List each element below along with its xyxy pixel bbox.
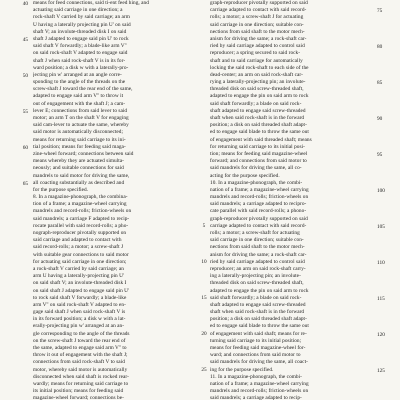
text-line: said motor is automatically disconnected; [33, 129, 124, 136]
left-text-column [33, 0, 198, 400]
text-line: mandrels to said motor for driving the same, [33, 172, 130, 179]
text-line: said mandrels; a carriage F adapted to recip- [33, 215, 130, 222]
line-number: 40 [22, 1, 28, 7]
text-line: carriage adapted to contact with said record- [210, 222, 307, 229]
text-line: motor, whereby said motor is automatically [33, 366, 128, 373]
text-line: shaft V; an involute-threaded disk I on said [33, 28, 127, 35]
text-line: sponding to the angle of the threads on the [33, 79, 126, 86]
text-line: said shaft forwardly; a blade on said rock- [210, 294, 302, 301]
line-number: 25 [201, 367, 207, 373]
line-number: 90 [377, 116, 383, 122]
line-number: 65 [22, 181, 28, 187]
line-number: 75 [377, 8, 383, 14]
text-line: its initial position; means for feeding said [33, 388, 124, 395]
text-line: dead-center; an arm on said rock-shaft car- [210, 71, 303, 78]
text-line: rying a laterally-projecting pin; an involute- [210, 79, 306, 86]
text-line: adapted to engage the pin on said arm to rock [210, 93, 309, 100]
text-line: lever E; connections from said lever to said [33, 107, 128, 114]
line-number: 20 [201, 331, 207, 337]
text-line: said mandrels; a carriage adapted to recip- [210, 395, 302, 400]
text-line: throw it out of engagement with the shaft J; [33, 352, 128, 359]
text-line: said carriage in one direction; suitable con- [210, 237, 304, 244]
line-number: 15 [201, 295, 207, 301]
text-line: said mandrels for driving the same, all co- [210, 165, 302, 172]
text-line: with suitable gear connections to said motor [33, 251, 129, 258]
text-line: on said shaft J adapted to engage said pin U' [33, 287, 130, 294]
text-line: locking the said rock-shaft to each side of the [210, 64, 309, 71]
text-line: nation of a frame; a magazine-wheel carrying [210, 380, 309, 387]
text-line: ed to engage said blade to throw the same out [210, 323, 309, 330]
text-line: reproducer; an arm on said rock-shaft carry- [210, 265, 306, 272]
text-line: 11. In a magazine-phonograph, the combi- [210, 373, 302, 380]
text-line: zine-wheel forward; connections between said [33, 150, 134, 157]
line-number: 60 [22, 145, 28, 151]
text-line: turning said carriage to its initial position; [210, 337, 302, 344]
text-line: screw-shaft J toward the rear end of the same, [33, 86, 133, 93]
line-number: 95 [377, 152, 383, 158]
text-line: said shaft V forwardly; a blade-like arm V'' [33, 43, 127, 50]
text-line: in its forward position; a disk w with a lat- [33, 316, 126, 323]
text-line: a rock-shaft V carried by said carriage; an [33, 265, 124, 272]
text-line: nograph-reproducer pivotally supported on [33, 230, 127, 236]
text-line: on said rock-shaft V adapted to engage said [33, 50, 128, 57]
text-line: of engagement with said shaft; means for re- [210, 330, 307, 337]
text-line: nation of a frame; a magazine-wheel carrying [210, 186, 309, 193]
text-line: said cam-lever to actuate the same, whereby [33, 122, 129, 129]
text-line: graph-reproducer pivotally supported on said [210, 0, 308, 6]
claim-10-start: 10. In a magazine-phonograph, the combi- [210, 179, 303, 186]
text-line: ed to engage said blade to throw the same out [210, 129, 309, 136]
text-line: gage said shaft J when said rock-shaft V is [33, 309, 126, 316]
text-line: ried by said carriage adapted to control said [210, 43, 305, 50]
text-line: connections from said rock-shaft V to said [33, 359, 125, 366]
text-line: said mandrels for driving the same, all coact- [210, 359, 308, 366]
text-line: adapted to engage the pin on said arm to rock [210, 287, 309, 294]
text-line: erally-projecting pin w' arranged at an an- [33, 323, 125, 330]
line-number: 55 [22, 109, 28, 115]
line-number: 10 [201, 259, 207, 265]
line-number: 5 [202, 223, 206, 229]
text-line: rolls; a motor; a screw-shaft J for actuating [210, 14, 304, 21]
text-line: shaft when said rock-shaft is in the forward [210, 115, 305, 121]
text-line: magazine-wheel forward; connections be- [33, 395, 124, 400]
text-line: forward; and connections from said motor to [210, 158, 307, 165]
text-line: cate parallel with said record-rolls; a phono- [210, 208, 307, 215]
text-line: motor; an arm T on the shaft V for engaging [33, 115, 129, 121]
text-line: of engagement with said threaded shaft; means [210, 136, 312, 143]
text-line: shaft adapted to engage said screw-threaded [210, 107, 306, 114]
text-line: tion of a frame; a magazine-wheel carrying [33, 201, 127, 208]
line-number: 45 [22, 37, 28, 43]
text-line: position; a disk on said threaded shaft adapt- [210, 316, 307, 323]
text-line: means for feed connections, said ti-ent feed hing, and [33, 0, 149, 6]
text-line: said carriage in one direction; suitable con- [210, 21, 304, 28]
text-line: on said shaft V; an involute-threaded disk I [33, 280, 127, 287]
text-line: carriage adapted to contact with said record- [210, 7, 307, 14]
line-number: 50 [22, 73, 28, 79]
text-line: rocate parallel with said record-rolls; a pho- [33, 222, 129, 229]
line-number: 80 [377, 44, 383, 50]
text-line: actuating said carriage in one direction; a [33, 7, 123, 14]
line-number: 120 [377, 332, 385, 338]
text-line: mandrels and record-rolls; friction-wheels on [210, 388, 309, 395]
claim-11-start: ing for the purpose specified. [210, 366, 274, 373]
text-line: reproducer; a spring secured to said rock- [210, 50, 301, 57]
text-line: nections from said shaft to the motor mech- [210, 28, 305, 35]
line-number: 105 [377, 224, 385, 230]
text-line: for the purpose specified. [33, 186, 89, 193]
text-line: nections from said shaft to the motor mech- [210, 244, 305, 251]
text-line: said record-rolls; a motor; a screw-shaft J [33, 244, 124, 251]
text-line: wardly; means for returning said carriage to [33, 380, 129, 387]
line-number: 110 [377, 260, 385, 266]
line-number: 100 [377, 188, 385, 194]
text-line: ward position; a disk w with a laterally-pro- [33, 64, 129, 71]
text-line: adapted to engage said arm V'' to throw it [33, 93, 124, 100]
text-line: means whereby they are actuated simulta- [33, 158, 124, 165]
text-line: disconnected when said shaft is rocked rear- [33, 373, 129, 380]
text-line: neously; and suitable connections for said [33, 165, 124, 172]
right-text-column [210, 0, 375, 400]
text-line: U having a laterally projecting pin U' on said [33, 21, 131, 28]
text-line: anism for driving the same; a rock-shaft car- [210, 251, 307, 258]
text-line: means for returning said carriage to its ini- [33, 136, 126, 143]
text-line: arm V'' on said rock-shaft V adapted to en- [33, 301, 126, 308]
text-line: shaft J adapted to engage said pin U' to rock [33, 35, 129, 42]
text-line: ried by said carriage adapted to control said [210, 258, 305, 265]
text-line: anism for driving the same; a rock-shaft car- [210, 35, 307, 42]
text-line: for returning said carriage to its initial posi- [210, 143, 305, 150]
text-line: shaft when said rock-shaft is in the forward [210, 309, 305, 316]
text-line: rock-shaft V carried by said carriage; an arm [33, 14, 130, 21]
text-line: shaft adapted to engage said screw-threaded [210, 301, 306, 308]
text-line: tion; means for feeding said magazine-wheel [210, 150, 308, 157]
text-line: said mandrels; a carriage adapted to recipro- [210, 201, 307, 208]
text-line: said carriage and adapted to contact with [33, 237, 122, 244]
text-line: tial position; means for feeding said maga- [33, 143, 126, 150]
text-line: threaded disk on said screw-threaded shaft, [210, 280, 304, 287]
text-line: for actuating said carriage in one direction; [33, 258, 127, 265]
text-line: shaft J when said rock-shaft V is in its for- [33, 57, 126, 64]
text-line: mandrels and record-rolls; friction-wheels on [210, 194, 309, 201]
text-line: jecting pin w' arranged at an angle corre- [33, 71, 122, 78]
text-line: ing a laterally-projecting pin; an involute- [210, 273, 301, 280]
line-number: 85 [377, 80, 383, 86]
text-line: out of engagement with the shaft J; a cam- [33, 100, 126, 107]
text-line: threaded disk on said screw-threaded shaft, [210, 86, 304, 93]
text-line: mandrels and record-rolls; friction-wheels on [33, 208, 132, 215]
text-line: rolls; a motor; a screw-shaft for actuating [210, 230, 300, 236]
text-line: on the screw-shaft J toward the rear end of [33, 337, 126, 344]
text-line: shaft and to said carriage for automatically [210, 57, 303, 64]
line-number: 125 [377, 368, 385, 374]
text-line: graph-reproducer pivotally supported on said [210, 215, 308, 222]
claim-8-start: 8. In a magazine-phonograph, the combina- [33, 194, 128, 201]
text-line: ward; and connections from said motor to [210, 352, 301, 359]
text-line: arm U having a laterally-projecting pin U' [33, 273, 125, 280]
text-line: said shaft forwardly; a blade on said rock- [210, 100, 302, 107]
text-line: to rock said shaft V forwardly; a blade-like [33, 294, 127, 301]
text-line: the same, adapted to engage said arm V'' to [33, 345, 127, 351]
line-number: 115 [377, 296, 385, 302]
text-line: gle corresponding to the angle of the threads [33, 330, 130, 337]
text-line: means for feeding said magazine-wheel for- [210, 345, 306, 351]
text-line: acting for the purpose specified. [210, 172, 280, 179]
text-line: all coacting substantially as described and [33, 179, 125, 186]
text-line: position; a disk on said threaded shaft adapt- [210, 122, 307, 129]
